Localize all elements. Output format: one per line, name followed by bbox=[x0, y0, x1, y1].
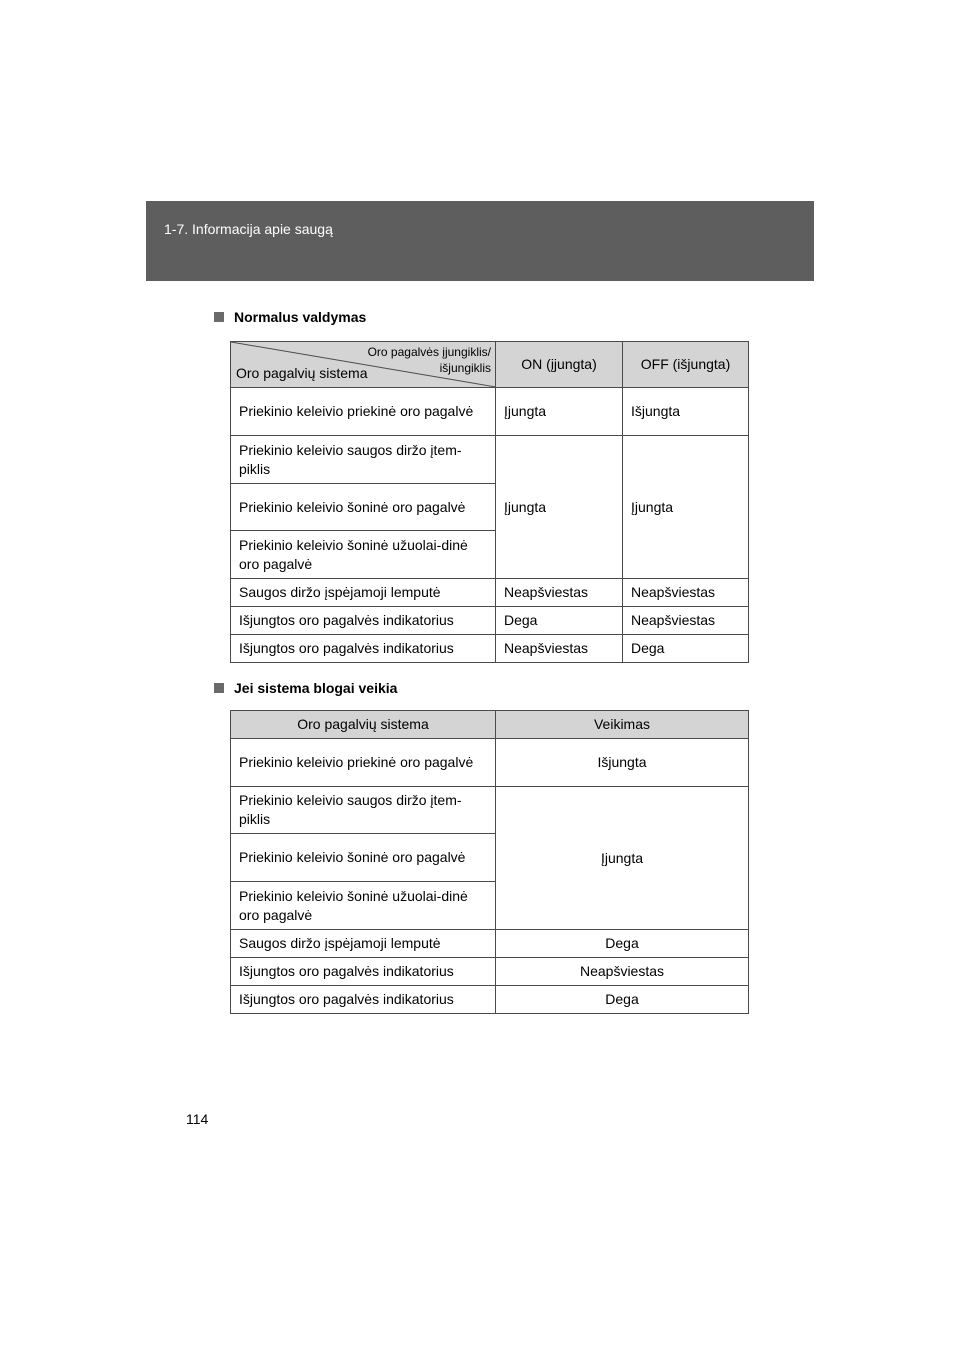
row-label: Priekinio keleivio saugos diržo įtem-piklis bbox=[231, 787, 496, 834]
table-row bbox=[231, 787, 749, 834]
chapter-title: 1-7. Informacija apie saugą bbox=[164, 221, 333, 237]
merged-value: Įjungta bbox=[496, 787, 749, 930]
row-off-value: Neapšviestas bbox=[623, 607, 749, 635]
diagonal-header-cell bbox=[231, 342, 496, 388]
square-bullet-icon bbox=[214, 683, 224, 693]
row-label: Priekinio keleivio priekinė oro pagalvė bbox=[231, 739, 496, 787]
chapter-header-band bbox=[146, 201, 814, 281]
header-switch-label bbox=[368, 344, 491, 376]
row-label: Priekinio keleivio šoninė oro pagalvė bbox=[231, 834, 496, 882]
table-row bbox=[231, 930, 749, 958]
header-system: Oro pagalvių sistema bbox=[231, 711, 496, 739]
row-on-value: Neapšviestas bbox=[496, 635, 623, 663]
header-switch-label-line2: išjungiklis bbox=[439, 361, 491, 375]
section-title-fault bbox=[214, 680, 397, 696]
row-label: Saugos diržo įspėjamoji lemputė bbox=[231, 579, 496, 607]
row-off-value: Išjungta bbox=[623, 388, 749, 436]
row-off-value: Dega bbox=[623, 635, 749, 663]
row-label: Priekinio keleivio priekinė oro pagalvė bbox=[231, 388, 496, 436]
row-label: Priekinio keleivio šoninė užuolai-dinė oro pagalvė bbox=[231, 882, 496, 930]
section-title-fault-text: Jei sistema blogai veikia bbox=[234, 680, 398, 696]
table-row bbox=[231, 579, 749, 607]
table-row bbox=[231, 388, 749, 436]
row-on-value: Įjungta bbox=[496, 388, 623, 436]
row-label: Išjungtos oro pagalvės indikatorius bbox=[231, 607, 496, 635]
row-on-value: Dega bbox=[496, 607, 623, 635]
header-switch-label-line1: Oro pagalvės įjungiklis/ bbox=[367, 345, 491, 359]
row-value: Išjungta bbox=[496, 739, 749, 787]
table-row bbox=[231, 635, 749, 663]
section-title-normal-text: Normalus valdymas bbox=[234, 309, 367, 325]
row-value: Dega bbox=[496, 930, 749, 958]
row-label: Saugos diržo įspėjamoji lemputė bbox=[231, 930, 496, 958]
row-on-value: Neapšviestas bbox=[496, 579, 623, 607]
row-value: Dega bbox=[496, 986, 749, 1014]
table-row bbox=[231, 739, 749, 787]
header-action: Veikimas bbox=[496, 711, 749, 739]
fault-operation-table bbox=[230, 710, 749, 1014]
section-title-normal bbox=[214, 309, 366, 325]
row-label: Priekinio keleivio šoninė oro pagalvė bbox=[231, 484, 496, 531]
merged-on-value: Įjungta bbox=[496, 436, 623, 579]
header-system-label: Oro pagalvių sistema bbox=[236, 365, 368, 381]
page-number: 114 bbox=[186, 1111, 209, 1127]
table-header-row bbox=[231, 711, 749, 739]
square-bullet-icon bbox=[214, 312, 224, 322]
normal-operation-table bbox=[230, 341, 749, 663]
row-label: Išjungtos oro pagalvės indikatorius bbox=[231, 986, 496, 1014]
row-label: Priekinio keleivio saugos diržo įtem-piklis bbox=[231, 436, 496, 484]
row-label: Priekinio keleivio šoninė užuolai-dinė oro pagalvė bbox=[231, 531, 496, 579]
table-row bbox=[231, 986, 749, 1014]
row-value: Neapšviestas bbox=[496, 958, 749, 986]
row-off-value: Neapšviestas bbox=[623, 579, 749, 607]
table-row bbox=[231, 958, 749, 986]
table-row bbox=[231, 436, 749, 484]
header-off: OFF (išjungta) bbox=[623, 342, 749, 388]
table-row bbox=[231, 607, 749, 635]
header-on: ON (įjungta) bbox=[496, 342, 623, 388]
row-label: Išjungtos oro pagalvės indikatorius bbox=[231, 635, 496, 663]
merged-off-value: Įjungta bbox=[623, 436, 749, 579]
table-header-row bbox=[231, 342, 749, 388]
row-label: Išjungtos oro pagalvės indikatorius bbox=[231, 958, 496, 986]
